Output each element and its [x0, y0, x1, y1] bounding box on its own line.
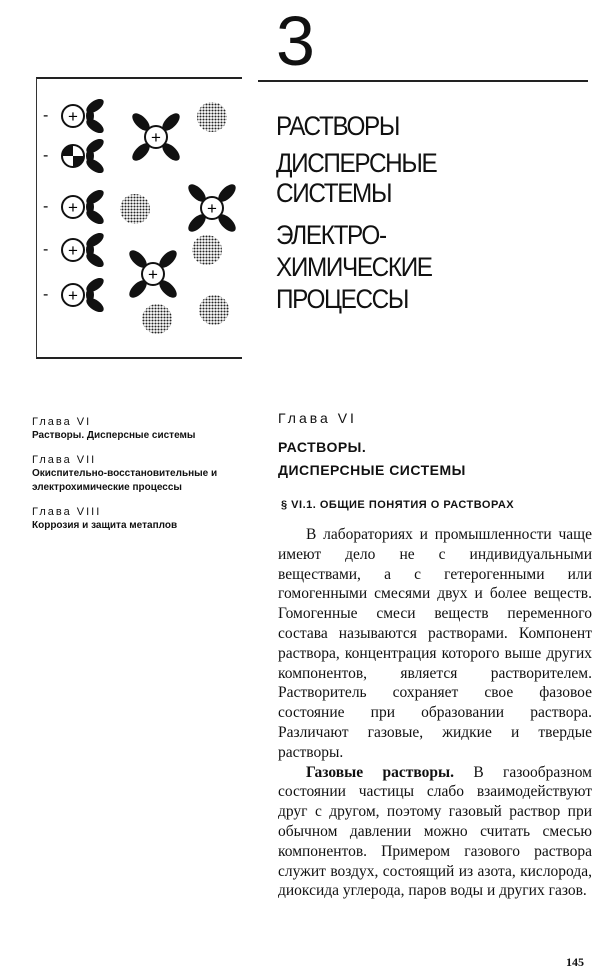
- cation-hydrated-2: [185, 181, 238, 234]
- part-title-line-4: ЭЛЕКТРО-: [276, 220, 386, 250]
- ion-solvated-1: [43, 96, 106, 136]
- chapter-label: Глава VI: [278, 410, 357, 426]
- chapter-number: 3: [276, 2, 314, 80]
- cation-hydrated-1: [129, 110, 182, 163]
- toc-chapter-title: Окиспительно-восстановительные и электрохимические процессы: [32, 468, 218, 493]
- minus-sign: -: [43, 107, 49, 124]
- paragraph-2: [278, 763, 592, 902]
- paragraph-2-lead: Газовые растворы.: [306, 763, 454, 781]
- toc-chapter-title: Коррозия и защита метаплов: [32, 520, 178, 531]
- plus-sign: +: [68, 107, 78, 126]
- stippled-molecule: [120, 194, 150, 224]
- toc-chapter-label: Глава VII: [32, 454, 97, 466]
- section-heading: § VI.1. ОБЩИЕ ПОНЯТИЯ О РАСТВОРАХ: [281, 499, 515, 511]
- chapters-contents: [32, 415, 222, 543]
- plus-sign: +: [207, 199, 217, 218]
- plus-sign: +: [148, 265, 158, 284]
- solvation-illustration: [36, 77, 242, 359]
- plus-sign: +: [68, 198, 78, 217]
- body-text: [278, 525, 592, 901]
- toc-chapter-label: Глава VIII: [32, 506, 102, 518]
- minus-sign: -: [43, 241, 49, 258]
- toc-chapter-label: Глава VI: [32, 416, 92, 428]
- toc-chapter-title: Растворы. Дисперсные системы: [32, 430, 196, 441]
- cation-hydrated-3: [126, 247, 179, 300]
- part-title-line-5: ХИМИЧЕСКИЕ: [276, 252, 432, 282]
- minus-sign: -: [43, 147, 49, 164]
- chapter-title-line-2: ДИСПЕРСНЫЕ СИСТЕМЫ: [278, 462, 466, 478]
- paragraph-2-text: В газообразном состоянии частицы слабо взаимодействуют друг с другом, поэтому газовый раствор при обычном давлении можно считать смесью компонентов. Примером газового раствора служит воздух, состоящий из азота, кислорода, диоксида углерода, паров воды и других газов.: [278, 763, 592, 900]
- plus-sign: +: [68, 241, 78, 260]
- stippled-molecule: [142, 304, 172, 334]
- chapter-title-line-1: РАСТВОРЫ.: [278, 439, 367, 455]
- part-title-line-2: ДИСПЕРСНЫЕ: [276, 148, 437, 178]
- stippled-molecule: [199, 295, 229, 325]
- plus-sign: +: [151, 128, 161, 147]
- paragraph-1: В лабораториях и промышленности чаще имеют дело не с индивидуальными веществами, а с гетерогенными или гомогенными смесями двух и более веществ. Гомогенные смеси веществ переменного состава называются растворами. Компонент раствора, концентрация которого выше других компонентов, является растворителем. Растворитель сохраняет свое фазовое состояние при образовании раствора. Различают газовые, жидкие и твердые растворы.: [278, 526, 592, 761]
- ion-solvated-2: [43, 136, 106, 176]
- part-title-line-6: ПРОЦЕССЫ: [276, 284, 409, 314]
- minus-sign: -: [43, 198, 49, 215]
- minus-sign: -: [43, 286, 49, 303]
- ion-solvated-5: [43, 275, 106, 315]
- chapter-title: [278, 436, 466, 482]
- stippled-molecule: [192, 235, 222, 265]
- ion-solvated-3: [43, 187, 106, 227]
- part-title-line-1: РАСТВОРЫ: [276, 111, 400, 141]
- stippled-molecule: [197, 102, 227, 132]
- header-rule: [258, 80, 588, 82]
- page-number: 145: [566, 955, 584, 969]
- plus-sign: +: [68, 286, 78, 305]
- ion-solvated-4: [43, 230, 106, 270]
- part-title-line-3: СИСТЕМЫ: [276, 178, 392, 208]
